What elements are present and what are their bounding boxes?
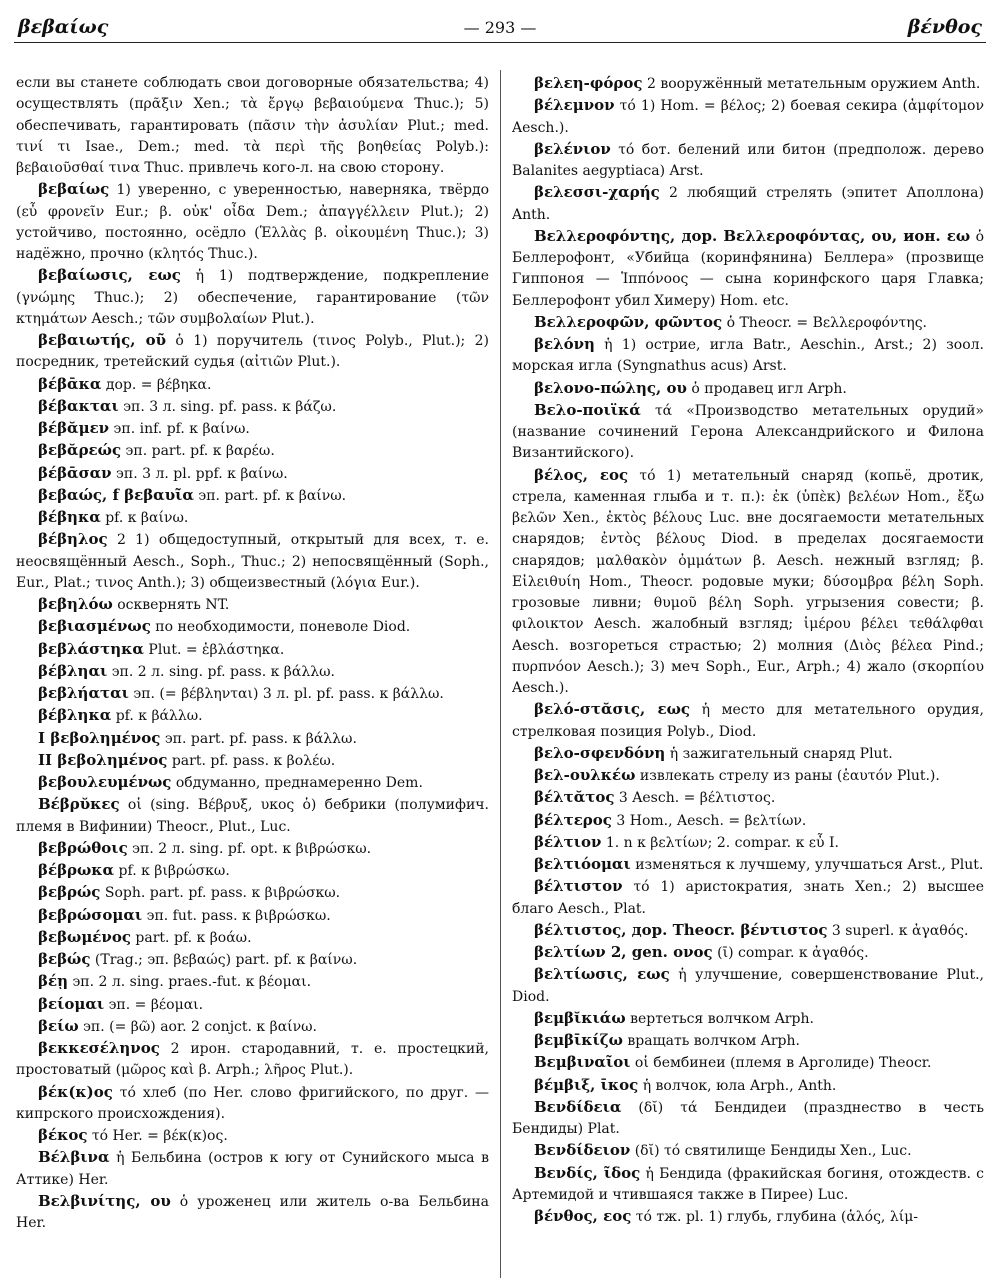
- dictionary-entry: [16, 661, 489, 683]
- dictionary-entry: [16, 616, 489, 638]
- entry-headword: βελόνη: [534, 335, 595, 353]
- entry-headword: Βελλεροφῶν, φῶντος: [534, 312, 723, 331]
- dictionary-entry: [512, 400, 984, 465]
- entry-headword: βείομαι: [38, 994, 105, 1013]
- entry-definition: извлекать стрелу из раны (ἑαυτόν Plut.).: [639, 768, 940, 784]
- entry-definition: part. pf. pass. к βολέω.: [171, 752, 336, 769]
- dictionary-entry: [16, 1191, 489, 1235]
- entry-definition: τά «Производство метательных орудий» (название сочинений Герона Александрийского и Филона Византийского).: [512, 402, 984, 462]
- entry-headword: βέβηλος: [38, 530, 108, 549]
- dictionary-entry: [512, 699, 984, 743]
- column-divider: [500, 70, 501, 1278]
- entry-headword: βελεη-φόρος: [534, 74, 643, 92]
- dictionary-entry: [16, 728, 489, 750]
- entry-definition: Plut. = ἐβλάστηκα.: [148, 641, 285, 658]
- entry-headword: βένθος, εος: [534, 1207, 632, 1225]
- entry-definition: эп. = βέομαι.: [108, 996, 204, 1013]
- dictionary-entry: [512, 1140, 984, 1162]
- dictionary-entry: [16, 705, 489, 727]
- entry-definition: τό тж. pl. 1) глубь, глубина (ἁλός, λίμ-: [635, 1209, 919, 1225]
- dictionary-entry: [16, 396, 489, 418]
- entry-definition: ἡ 1) острие, игла Batr., Aeschin., Arst.; 2) зоол. морская игла (Syngnathus acus) Arst.: [512, 337, 984, 375]
- entry-definition: ἡ 1) подтверждение, подкрепление (γνώμης Thuc.); 2) обеспечение, гарантирование (τῶν κτημάτων Aesch.; τῶν συμβολαίων Plut.).: [16, 268, 489, 327]
- entry-definition: эп. fut. pass. к βιβρώσκω.: [146, 907, 331, 924]
- page-header: [14, 12, 986, 43]
- entry-headword: βέκος: [38, 1126, 88, 1144]
- entry-definition: 1) уверенно, с уверенностью, наверняка, твёрдо (εὖ φρονεῖν Eur.; β. οὐκ' οἶδα Dem.; ἀπαγγέλλειν Plut.); 2) устойчиво, постоянно, осёдло (Ἑλλὰς β. οἰκουμένη Thuc.); 3) надёжно, прочно (κλητός Thuc.).: [16, 182, 489, 262]
- entry-definition: οἱ (sing. Βέβρυξ, υκος ὁ) бебрики (полумифич. племя в Вифинии) Theocr., Plut., Luc.: [16, 797, 489, 835]
- entry-headword: βελτίωσις, εως: [534, 965, 670, 984]
- dictionary-entry: [512, 810, 984, 832]
- entry-headword: βέμβιξ, ῑκος: [534, 1075, 639, 1094]
- entry-headword: βεμβῑκίζω: [534, 1031, 623, 1049]
- header-left-guideword: βεβαίως: [18, 16, 109, 38]
- dictionary-entry: [16, 463, 489, 485]
- entry-definition: (δῐ) τό святилище Бендиды Xen., Luc.: [634, 1143, 912, 1160]
- entry-headword: Βενδίδειον: [534, 1141, 631, 1160]
- entry-headword: βέλτερος: [534, 810, 612, 829]
- entry-definition: τό бот. белений или битон (предполож. дерево Balanites aegyptiaca) Arst.: [512, 141, 984, 179]
- dictionary-entry: [16, 905, 489, 927]
- entry-definition: 2 1) общедоступный, открытый для всех, т. е. неосвящённый Aesch., Soph., Thuc.; 2) непосвящённый (Soph., Eur., Plat.; τινος Anth.); 3) общеизвестный (λόγια Eur.).: [16, 532, 489, 591]
- dictionary-entry: [16, 1125, 489, 1147]
- entry-headword: βεβώς: [38, 950, 91, 968]
- entry-definition: ὁ уроженец или житель о-ва Бельбина Her.: [16, 1193, 489, 1231]
- entry-definition: pf. к βιβρώσκω.: [118, 863, 230, 879]
- dictionary-entry: [16, 507, 489, 529]
- entry-definition: ἡ улучшение, совершенствование Plut., Diod.: [512, 967, 984, 1005]
- entry-definition: эп. 2 л. sing. praes.-fut. к βέομαι.: [72, 974, 312, 991]
- entry-headword: βεβαίως: [38, 180, 110, 199]
- dictionary-entry: [16, 529, 489, 594]
- entry-headword: βεβρώσομαι: [38, 905, 143, 924]
- dictionary-entry: [16, 1016, 489, 1038]
- entry-headword: βελό-στᾰσις, εως: [534, 700, 691, 719]
- entry-definition: осквернять NT.: [117, 597, 230, 613]
- entry-definition: эп. (= βέβληνται) 3 л. pl. pf. pass. к βάλλω.: [133, 686, 444, 702]
- entry-headword: βείω: [38, 1016, 79, 1035]
- entry-headword: Βενδίδεια: [534, 1097, 622, 1116]
- entry-definition: τό Her. = βέκ(κ)ος.: [91, 1128, 228, 1144]
- entry-headword: βεβηλόω: [38, 595, 113, 613]
- entry-definition: οἱ бембинеи (племя в Арголиде) Theocr.: [634, 1055, 932, 1072]
- dictionary-entry: [16, 418, 489, 440]
- right-column: [512, 73, 984, 1278]
- entry-definition: эп. (= βῶ) aor. 2 conjct. к βαίνω.: [83, 1018, 318, 1035]
- entry-headword: βέλτᾰτος: [534, 788, 615, 807]
- dictionary-entry: [512, 226, 984, 312]
- dictionary-entry: [16, 994, 489, 1016]
- dictionary-entry: [512, 1075, 984, 1097]
- entry-headword: βέλτιστος, дор. Theocr. βέντιστος: [534, 920, 828, 939]
- entry-headword: Βεμβιναῖοι: [534, 1053, 631, 1072]
- dictionary-entry: [16, 594, 489, 616]
- entry-headword: βέβᾱσαν: [38, 463, 112, 482]
- entry-definition: эп. part. pf. pass. к βάλλω.: [164, 730, 357, 747]
- entry-headword: βελένιον: [534, 139, 611, 158]
- dictionary-entry: [16, 179, 489, 265]
- entry-headword: βέβληκα: [38, 706, 112, 725]
- entry-headword: βέβηκα: [38, 508, 101, 526]
- dictionary-entry: [16, 794, 489, 838]
- entry-headword: Βελβινίτης, ου: [38, 1191, 171, 1210]
- dictionary-entry: [16, 73, 489, 179]
- entry-headword: βελεσσι-χαρής: [534, 183, 660, 202]
- dictionary-entry: [512, 765, 984, 787]
- entry-definition: дор. = βέβηκα.: [105, 376, 212, 393]
- dictionary-entry: [512, 1163, 984, 1207]
- entry-headword: βεβουλευμένως: [38, 773, 172, 791]
- entry-headword: βελο-σφενδόνη: [534, 743, 666, 762]
- dictionary-entry: [512, 920, 984, 942]
- dictionary-entry: [16, 440, 489, 462]
- dictionary-entry: [512, 743, 984, 765]
- dictionary-entry: [512, 1052, 984, 1074]
- entry-definition: ὁ Theocr. = Βελλεροφόντης.: [726, 314, 927, 331]
- entry-definition: 1. n к βελτίων; 2. compar. к εὖ I.: [605, 834, 839, 851]
- entry-definition: обдуманно, преднамеренно Dem.: [175, 775, 423, 791]
- entry-headword: βεβαίωσις, εως: [38, 266, 181, 285]
- entry-headword: βέλτιστον: [534, 877, 623, 896]
- dictionary-entry: [16, 265, 489, 330]
- dictionary-entry: [512, 73, 984, 95]
- entry-definition: ἡ место для метательного орудия, стрелковая позиция Polyb., Diod.: [512, 702, 984, 740]
- entry-headword: βέῃ: [38, 972, 68, 991]
- dictionary-entry: [512, 139, 984, 183]
- entry-headword: βεβαιωτής, οῦ: [38, 331, 167, 349]
- entry-definition: ὁ Беллерофонт, «Убийца (коринфянина) Беллера» (прозвище Гиппоноя — Ἱππόνοος — сына коринфского царя Главка; Беллерофонт убил Химеру) Hom. etc.: [512, 228, 984, 309]
- entry-headword: βέβακται: [38, 396, 119, 415]
- dictionary-entry: [512, 1206, 984, 1228]
- entry-headword: βελτίων 2, gen. ονος: [534, 943, 713, 961]
- entry-headword: βελονο-πώλης, ου: [534, 378, 687, 397]
- entry-definition: вертеться волчком Arph.: [630, 1010, 814, 1027]
- entry-headword: βέβρωκα: [38, 861, 115, 879]
- entry-definition: эп. part. pf. к βαίνω.: [198, 487, 347, 504]
- dictionary-entry: [16, 683, 489, 705]
- entry-definition: τό 1) аристократия, знать Xen.; 2) высшее благо Aesch., Plat.: [512, 879, 984, 917]
- dictionary-entry: [16, 374, 489, 396]
- entry-headword: βέβᾰμεν: [38, 419, 110, 437]
- dictionary-entry: [16, 971, 489, 993]
- entry-definition: τό 1) Hom. = βέλος; 2) боевая секира (ἀμφίτομον Aesch.).: [512, 98, 984, 136]
- dictionary-entry: [16, 639, 489, 661]
- dictionary-entry: [512, 334, 984, 378]
- entry-definition: эп. 3 л. sing. pf. pass. к βάζω.: [123, 398, 337, 415]
- entry-headword: II βεβολημένος: [38, 750, 168, 769]
- page-number: — 293 —: [463, 18, 537, 37]
- entry-headword: Βέβρῠκες: [38, 795, 120, 814]
- entry-headword: βελ-ουλκέω: [534, 766, 636, 784]
- dictionary-entry: [16, 1082, 489, 1126]
- entry-headword: βέλτιον: [534, 832, 602, 851]
- dictionary-entry: [512, 876, 984, 920]
- entry-headword: βεβλάστηκα: [38, 639, 144, 658]
- dictionary-entry: [16, 330, 489, 374]
- dictionary-entry: [512, 1097, 984, 1141]
- dictionary-entry: [16, 1038, 489, 1082]
- entry-headword: βέλεμνον: [534, 96, 615, 115]
- entry-definition: τό хлеб (по Her. слово фригийского, по друг. — кипрского происхождения).: [16, 1084, 489, 1122]
- entry-definition: ἡ волчок, юла Arph., Anth.: [642, 1077, 837, 1094]
- entry-definition: pf. к βαίνω.: [105, 510, 189, 526]
- entry-definition: вращать волчком Arph.: [627, 1033, 800, 1049]
- entry-definition: (δῐ) τά Бендидеи (празднество в честь Бендиды) Plat.: [512, 1099, 984, 1137]
- dictionary-entry: [512, 378, 984, 400]
- entry-definition: (Trag.; эп. βεβαώς) part. pf. к βαίνω.: [94, 952, 358, 968]
- entry-headword: βεβαώς, f βεβαυῖα: [38, 485, 194, 504]
- entry-headword: βέκ(κ)ος: [38, 1082, 113, 1101]
- entry-definition: 2 вооружённый метательным оружием Anth.: [647, 76, 981, 92]
- entry-definition: 2 ирон. стародавний, т. е. простецкий, простоватый (μῶρος καὶ β. Arph.; λῆρος Plut.).: [16, 1041, 489, 1079]
- entry-definition: 2 любящий стрелять (эпитет Аполлона) Anth.: [512, 185, 984, 223]
- entry-definition: 3 Aesch. = βέλτιστος.: [618, 790, 776, 807]
- entry-definition: эп. 2 л. sing. pf. pass. к βάλλω.: [111, 663, 335, 680]
- entry-headword: βεβρώς: [38, 883, 101, 902]
- entry-definition: ἡ Бельбина (остров к югу от Сунийского мыса в Аттике) Her.: [16, 1150, 489, 1188]
- entry-definition: τό 1) метательный снаряд (копьё, дротик, стрела, каменная глыба и т. п.): ἐκ (ὑπὲκ) βελέων Hom., ἔξω βελῶν Xen., ἐκτὸς βέλους Luc. вне досягаемости метательных снарядов; ἐντὸς βέλους Diod. в пределах досягаемости снарядов; μαλθακὸν ὀμμάτων β. Aesch. нежный взгляд; β. Εἰλειθυίη Hom., Theocr. родовые муки; δύσομβρα βέλη Soph. грозовые ливни; θυμοῦ βέλη Soph. угрызения совести; β. φιλοικτον Aesch. жалобный взгляд; ἱμέρου βέλει τεθάλφθαι Aesch. возгореться страстью; 2) молния (Διὸς βέλεα Pind.; πυρπνόον Aesch.); 3) меч Soph., Eur., Arph.; 4) жало (σκορπίου Aesch.).: [512, 467, 984, 696]
- dictionary-entry: [16, 949, 489, 971]
- entry-definition: (ῑ) compar. к ἀγαθός.: [717, 945, 869, 961]
- entry-headword: βεκκεσέληνος: [38, 1039, 160, 1057]
- entry-headword: βελτιόομαι: [534, 855, 631, 873]
- entry-headword: βέβᾱκα: [38, 374, 102, 393]
- dictionary-entry: [512, 312, 984, 334]
- left-column: [16, 73, 489, 1278]
- entry-definition: part. pf. к βοάω.: [135, 929, 252, 946]
- entry-headword: βεβιασμένως: [38, 617, 151, 636]
- entry-headword: Βελο-ποιϊκά: [534, 400, 641, 419]
- entry-headword: βεβρώθοις: [38, 838, 128, 857]
- entry-headword: βέβληαι: [38, 661, 108, 680]
- dictionary-entry: [16, 1147, 489, 1191]
- dictionary-entry: [512, 942, 984, 964]
- dictionary-entry: [512, 964, 984, 1008]
- dictionary-entry: [512, 465, 984, 700]
- entry-definition: ὁ 1) поручитель (τινος Polyb., Plut.); 2) посредник, третейский судья (αἰτιῶν Plut.).: [16, 333, 489, 371]
- entry-definition: эп. inf. pf. к βαίνω.: [113, 421, 250, 437]
- dictionary-entry: [512, 787, 984, 809]
- entry-definition: изменяться к лучшему, улучшаться Arst., Plut.: [635, 857, 984, 873]
- dictionary-entry: [16, 772, 489, 794]
- dictionary-entry: [16, 485, 489, 507]
- entry-definition: pf. к βάλλω.: [115, 708, 203, 725]
- dictionary-entry: [512, 1030, 984, 1052]
- entry-definition: если вы станете соблюдать свои договорные обязательства; 4) осуществлять (πρᾶξιν Xen.; τὰ ἔργῳ βεβαιούμενα Thuc.); 5) обеспечивать, гарантировать (πᾶσιν τὴν ἀσυλίαν Plut.; med. τινί τι Isae., Dem.; med. τὰ περὶ τῆς βοηθείας Polyb.): βεβαιοῦσθαί τινα Thuc. привлечь кого-л. на свою сторону.: [16, 75, 489, 176]
- entry-definition: эп. part. pf. к βαρέω.: [125, 443, 275, 460]
- entry-definition: 3 Hom., Aesch. = βελτίων.: [616, 812, 807, 829]
- entry-definition: по необходимости, поневоле Diod.: [155, 619, 411, 636]
- dictionary-entry: [16, 927, 489, 949]
- entry-headword: Βέλβινα: [38, 1148, 110, 1167]
- entry-headword: βεβᾰρεώς: [38, 441, 122, 460]
- entry-definition: эп. 2 л. sing. pf. opt. к βιβρώσκω.: [132, 840, 372, 857]
- dictionary-entry: [512, 95, 984, 139]
- dictionary-entry: [512, 854, 984, 876]
- entry-headword: βέλος, εος: [534, 465, 629, 484]
- header-right-guideword: βένθος: [907, 16, 982, 38]
- entry-headword: βεμβῐκιάω: [534, 1008, 626, 1027]
- dictionary-entry: [16, 750, 489, 772]
- entry-definition: эп. 3 л. pl. ppf. к βαίνω.: [116, 465, 288, 482]
- entry-definition: ὁ продавец игл Arph.: [691, 380, 847, 397]
- entry-headword: βεβωμένος: [38, 927, 131, 946]
- entry-headword: I βεβολημένος: [38, 728, 161, 747]
- entry-definition: 3 superl. к ἀγαθός.: [831, 922, 969, 939]
- dictionary-entry: [512, 832, 984, 854]
- dictionary-entry: [16, 860, 489, 882]
- entry-headword: βεβλήαται: [38, 684, 129, 702]
- entry-definition: ἡ Бендида (фракийская богиня, отождеств. с Артемидой и чтившаяся также в Пирее) Luc.: [512, 1165, 984, 1203]
- entry-headword: Βενδίς, ῖδος: [534, 1163, 641, 1182]
- entry-definition: Soph. part. pf. pass. к βιβρώσκω.: [104, 885, 341, 902]
- entry-definition: ἡ зажигательный снаряд Plut.: [669, 745, 893, 762]
- dictionary-entry: [16, 882, 489, 904]
- dictionary-entry: [512, 1008, 984, 1030]
- dictionary-entry: [16, 838, 489, 860]
- dictionary-entry: [512, 182, 984, 226]
- entry-headword: Βελλεροφόντης, дор. Βελλεροφόντας, ου, ион. εω: [534, 226, 971, 245]
